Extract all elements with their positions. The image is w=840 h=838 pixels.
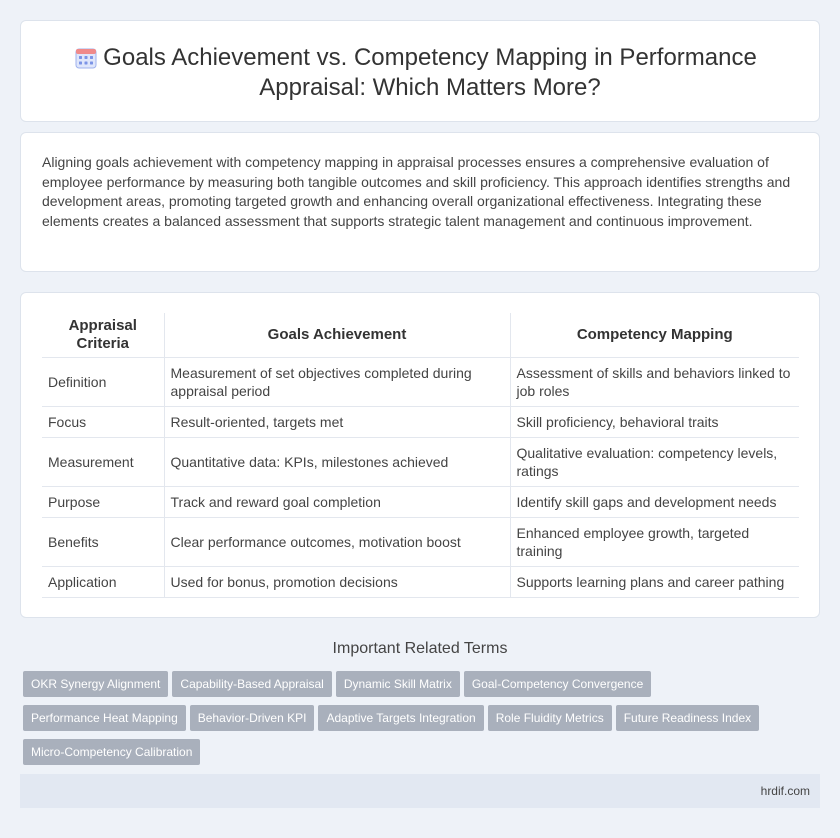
related-term-tag[interactable]: Capability-Based Appraisal <box>172 671 331 697</box>
related-term-tag[interactable]: Future Readiness Index <box>616 705 759 731</box>
competency-cell: Assessment of skills and behaviors linked to job roles <box>510 358 799 407</box>
criteria-cell: Application <box>42 567 164 598</box>
intro-card <box>20 132 820 272</box>
table-row <box>42 487 799 518</box>
related-term-tag[interactable]: Role Fluidity Metrics <box>488 705 612 731</box>
table-row <box>42 358 799 407</box>
goals-cell: Used for bonus, promotion decisions <box>164 567 510 598</box>
criteria-cell: Focus <box>42 407 164 438</box>
column-header-competency: Competency Mapping <box>510 313 799 358</box>
related-terms-heading: Important Related Terms <box>332 640 508 657</box>
criteria-cell: Measurement <box>42 438 164 487</box>
footer-source: hrdif.com <box>760 784 810 798</box>
goals-cell: Measurement of set objectives completed during appraisal period <box>164 358 510 407</box>
competency-cell: Supports learning plans and career pathing <box>510 567 799 598</box>
related-term-tag[interactable]: Adaptive Targets Integration <box>318 705 483 731</box>
column-header-goals: Goals Achievement <box>164 313 510 358</box>
goals-cell: Clear performance outcomes, motivation boost <box>164 518 510 567</box>
related-term-tag[interactable]: OKR Synergy Alignment <box>23 671 168 697</box>
competency-cell: Enhanced employee growth, targeted training <box>510 518 799 567</box>
goals-cell: Result-oriented, targets met <box>164 407 510 438</box>
column-header-criteria: Appraisal Criteria <box>42 313 164 358</box>
footer-bar <box>20 774 820 808</box>
table-row <box>42 407 799 438</box>
criteria-cell: Purpose <box>42 487 164 518</box>
competency-cell: Skill proficiency, behavioral traits <box>510 407 799 438</box>
table-row <box>42 518 799 567</box>
table-row <box>42 567 799 598</box>
related-term-tag[interactable]: Goal-Competency Convergence <box>464 671 651 697</box>
goals-cell: Track and reward goal completion <box>164 487 510 518</box>
intro-paragraph: Aligning goals achievement with competency mapping in appraisal processes ensures a comprehensive evaluation of employee performance by measuring both tangible outcomes and skill proficiency. This approach identifies strengths and development areas, promoting targeted growth and enhancing overall organizational effectiveness. Integrating these elements creates a balanced assessment that supports strategic talent management and continuous improvement. <box>42 154 791 229</box>
related-terms-list <box>23 671 803 773</box>
table-row <box>42 438 799 487</box>
comparison-table-card <box>20 292 820 618</box>
goals-cell: Quantitative data: KPIs, milestones achieved <box>164 438 510 487</box>
related-term-tag[interactable]: Dynamic Skill Matrix <box>336 671 460 697</box>
page-title: Goals Achievement vs. Competency Mapping in Performance Appraisal: Which Matters More? <box>103 44 757 101</box>
table-header-row <box>42 313 799 358</box>
criteria-cell: Benefits <box>42 518 164 567</box>
competency-cell: Qualitative evaluation: competency levels, ratings <box>510 438 799 487</box>
related-term-tag[interactable]: Performance Heat Mapping <box>23 705 186 731</box>
competency-cell: Identify skill gaps and development needs <box>510 487 799 518</box>
comparison-table <box>42 313 799 598</box>
title-card <box>20 20 820 122</box>
related-term-tag[interactable]: Micro-Competency Calibration <box>23 739 200 765</box>
criteria-cell: Definition <box>42 358 164 407</box>
related-term-tag[interactable]: Behavior-Driven KPI <box>190 705 315 731</box>
